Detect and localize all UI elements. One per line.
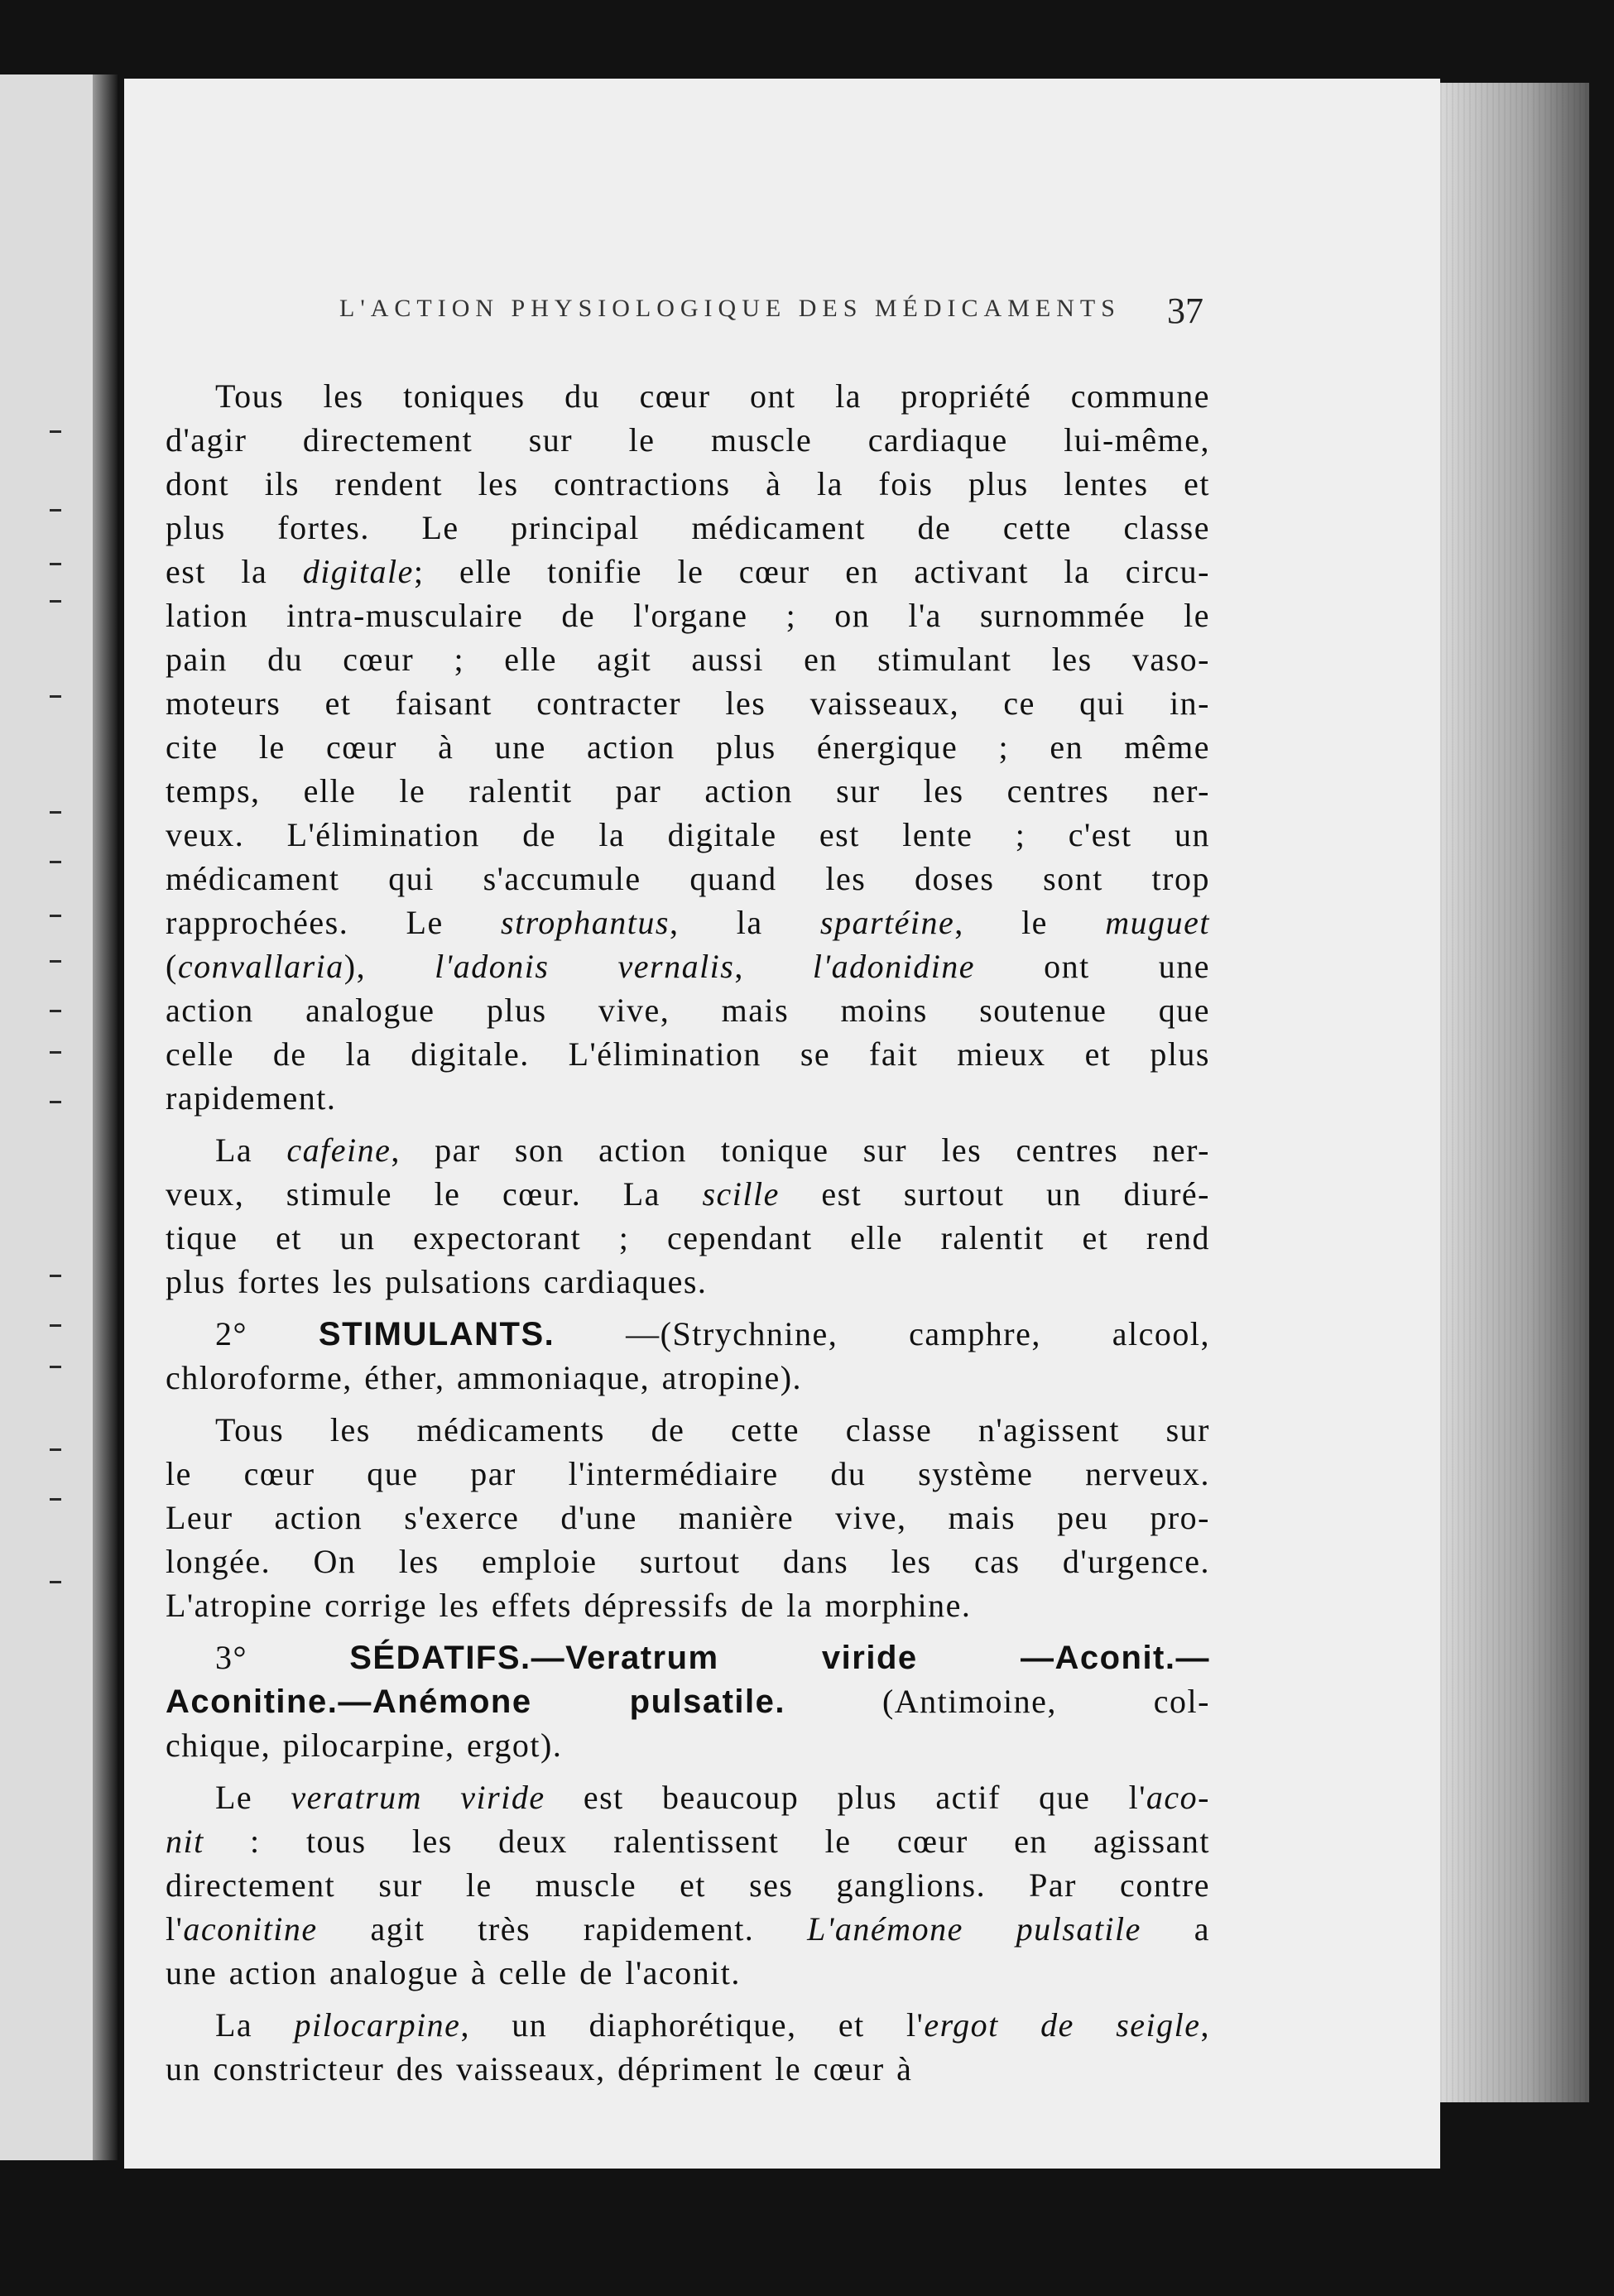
italic-term: cafeine — [286, 1131, 391, 1169]
text-run: veux, stimule le cœur. La — [166, 1175, 703, 1213]
text-line — [166, 1539, 1210, 1583]
text-line — [166, 944, 1210, 988]
heading-text: STIMULANTS. — [318, 1316, 555, 1352]
paragraph — [166, 1775, 1210, 1995]
text-line — [166, 2047, 1210, 2091]
text-line — [166, 813, 1210, 857]
text-run: lation intra-musculaire de l'organe ; on l'a surnommée le — [166, 597, 1210, 634]
text-run: l' — [166, 1910, 184, 1948]
text-line — [166, 857, 1210, 901]
left-page-text-fragments — [50, 430, 83, 1589]
text-line — [166, 506, 1210, 550]
text-run: directement sur le muscle et ses ganglions. Par contre — [166, 1866, 1210, 1904]
text-line — [166, 1863, 1210, 1907]
text-run: moteurs et faisant contracter les vaisseaux, ce qui in- — [166, 684, 1210, 722]
italic-term: veratrum viride — [291, 1779, 545, 1816]
text-run: un constricteur des vaisseaux, dépriment le cœur à — [166, 2050, 913, 2087]
text-line — [166, 1819, 1210, 1863]
italic-term: ergot de seigle — [924, 2006, 1201, 2044]
running-head-title: L'ACTION PHYSIOLOGIQUE DES MÉDICAMENTS — [339, 295, 1121, 322]
text-line — [166, 1216, 1210, 1260]
text-run: est beaucoup plus actif que l' — [545, 1779, 1146, 1816]
text-run: La — [215, 1131, 287, 1169]
section-heading — [166, 1312, 1210, 1400]
italic-term: strophantus — [501, 904, 670, 941]
text-run: , — [1200, 2006, 1210, 2044]
text-line — [166, 1723, 1210, 1767]
text-line — [166, 462, 1210, 506]
text-line — [166, 418, 1210, 462]
text-run: ont une — [975, 948, 1210, 985]
text-line — [166, 1128, 1210, 1172]
text-line — [166, 901, 1210, 944]
text-line — [166, 1032, 1210, 1076]
text-line — [166, 769, 1210, 813]
text-run: ), — [343, 948, 435, 985]
text-line — [166, 1583, 1210, 1627]
text-line — [166, 2003, 1210, 2047]
text-line — [166, 1408, 1210, 1452]
paragraph — [166, 1128, 1210, 1304]
text-run: (Antimoine, col- — [785, 1683, 1210, 1720]
section-heading — [166, 1636, 1210, 1767]
text-run: plus fortes les pulsations cardiaques. — [166, 1263, 708, 1300]
text-run: Leur action s'exerce d'une manière vive, mais peu pro- — [166, 1499, 1210, 1536]
text-run: , par son action tonique sur les centres ner- — [391, 1131, 1210, 1169]
text-run: action analogue plus vive, mais moins soutenue que — [166, 992, 1210, 1029]
text-run: plus fortes. Le principal médicament de cette classe — [166, 509, 1210, 546]
italic-term: pilocarpine — [294, 2006, 461, 2044]
text-run: agit très rapidement. — [317, 1910, 808, 1948]
italic-term: nit — [166, 1823, 204, 1860]
text-line — [166, 593, 1210, 637]
page-stack-edge — [1440, 83, 1589, 2102]
text-run: cite le cœur à une action plus énergique ; en même — [166, 728, 1210, 766]
text-line — [166, 1076, 1210, 1120]
paragraph — [166, 374, 1210, 1120]
text-line — [166, 1496, 1210, 1539]
text-run: rapprochées. Le — [166, 904, 501, 941]
text-line — [166, 637, 1210, 681]
italic-term: aconitine — [183, 1910, 318, 1948]
text-run: 3° — [215, 1639, 350, 1676]
italic-term: digitale — [302, 553, 414, 590]
text-run: Le — [215, 1779, 291, 1816]
text-run: dont ils rendent les contractions à la fois plus lentes et — [166, 465, 1210, 502]
text-run: chloroforme, éther, ammoniaque, atropine). — [166, 1359, 803, 1396]
italic-term: convallaria — [177, 948, 344, 985]
text-line — [166, 1636, 1210, 1679]
italic-term: l'adonidine — [812, 948, 976, 985]
text-run: tique et un expectorant ; cependant elle ralentit et rend — [166, 1219, 1210, 1256]
text-run: pain du cœur ; elle agit aussi en stimulant les vaso- — [166, 641, 1210, 678]
text-run: ; elle tonifie le cœur en activant la circu- — [413, 553, 1210, 590]
text-run: longée. On les emploie surtout dans les cas d'urgence. — [166, 1543, 1210, 1580]
italic-term: spartéine — [819, 904, 955, 941]
text-line — [166, 681, 1210, 725]
text-run: médicament qui s'accumule quand les doses sont trop — [166, 860, 1210, 897]
text-run: celle de la digitale. L'élimination se fait mieux et plus — [166, 1035, 1210, 1073]
text-run: , la — [669, 904, 820, 941]
text-line — [166, 1356, 1210, 1400]
heading-text: SÉDATIFS.—Veratrum viride —Aconit.— — [349, 1640, 1210, 1676]
left-page-edge — [0, 74, 93, 2160]
text-run: L'atropine corrige les effets dépressifs de la morphine. — [166, 1587, 972, 1624]
text-run: Tous les médicaments de cette classe n'agissent sur — [215, 1411, 1210, 1448]
text-line — [166, 1312, 1210, 1356]
text-run: Tous les toniques du cœur ont la propriété commune — [215, 377, 1210, 415]
text-line — [166, 1775, 1210, 1819]
text-line — [166, 1951, 1210, 1995]
italic-term: L'anémone pulsatile — [807, 1910, 1141, 1948]
text-line — [166, 1907, 1210, 1951]
text-run: une action analogue à celle de l'aconit. — [166, 1954, 741, 1991]
text-run: , un diaphorétique, et l' — [460, 2006, 925, 2044]
text-run: ( — [166, 948, 178, 985]
text-run: La — [215, 2006, 295, 2044]
text-run: d'agir directement sur le muscle cardiaque lui-même, — [166, 421, 1210, 459]
italic-term: scille — [702, 1175, 780, 1213]
text-line — [166, 1452, 1210, 1496]
text-line — [166, 1260, 1210, 1304]
text-run: le cœur que par l'intermédiaire du système nerveux. — [166, 1455, 1210, 1492]
paragraph — [166, 2003, 1210, 2091]
italic-term: l'adonis vernalis — [435, 948, 735, 985]
text-run: 2° — [215, 1315, 319, 1352]
text-run: veux. L'élimination de la digitale est lente ; c'est un — [166, 816, 1210, 853]
book-gutter — [93, 74, 118, 2160]
text-line — [166, 725, 1210, 769]
body-text — [166, 374, 1210, 2091]
text-run: —(Strychnine, camphre, alcool, — [555, 1315, 1210, 1352]
page-number: 37 — [1167, 291, 1203, 331]
text-line — [166, 550, 1210, 593]
text-run: est surtout un diuré- — [779, 1175, 1210, 1213]
text-run: : tous les deux ralentissent le cœur en agissant — [204, 1823, 1210, 1860]
heading-text: Aconitine.—Anémone pulsatile. — [166, 1684, 786, 1720]
text-run: est la — [166, 553, 303, 590]
text-line — [166, 1172, 1210, 1216]
text-run: rapidement. — [166, 1079, 337, 1117]
text-line — [166, 1679, 1210, 1723]
text-run: temps, elle le ralentit par action sur les centres ner- — [166, 772, 1210, 809]
text-line — [166, 988, 1210, 1032]
text-run: , le — [954, 904, 1106, 941]
text-run: a — [1141, 1910, 1210, 1948]
italic-term: muguet — [1105, 904, 1210, 941]
text-run: , — [734, 948, 813, 985]
text-run: chique, pilocarpine, ergot). — [166, 1727, 563, 1764]
text-line — [166, 374, 1210, 418]
paragraph — [166, 1408, 1210, 1627]
italic-term: aco- — [1146, 1779, 1210, 1816]
